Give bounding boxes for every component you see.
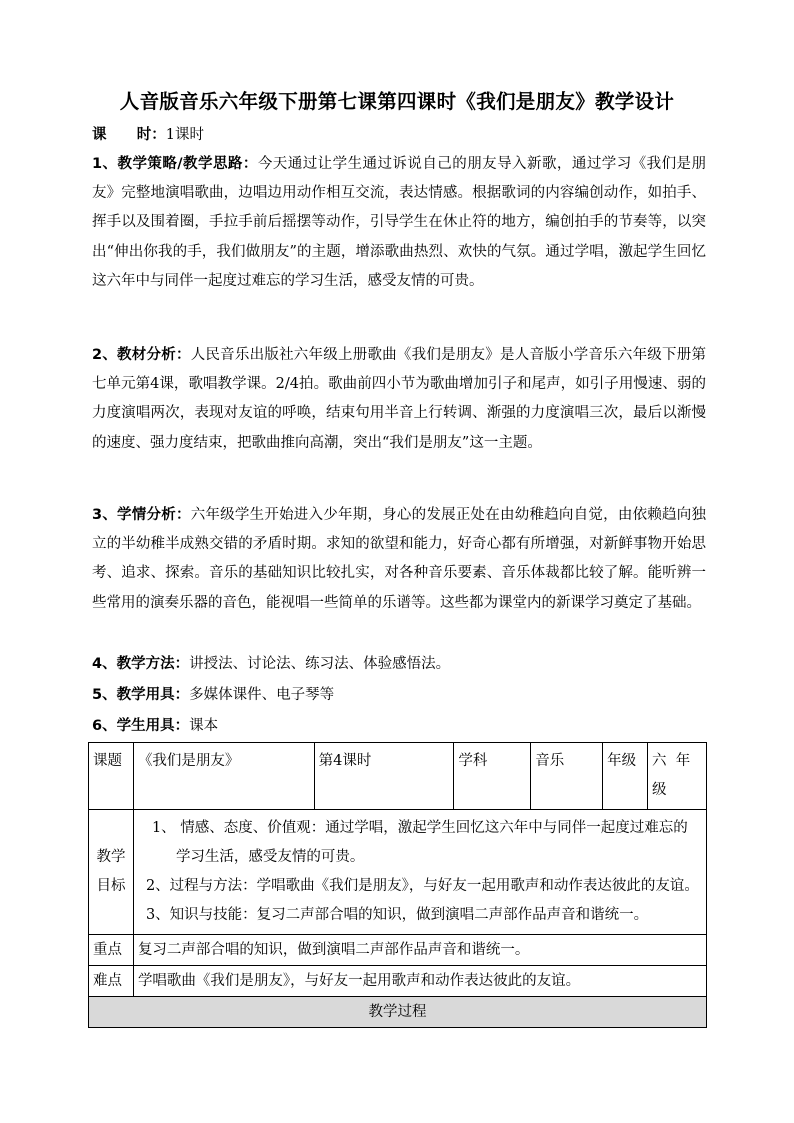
section-label: 3、学情分析： xyxy=(92,507,191,523)
section-text: 人民音乐出版社六年级上册歌曲《我们是朋友》是人音版小学音乐六年级下册第七单元第4课，歌唱教学课。2/4拍。歌曲前四小节为歌曲增加引子和尾声，如引子用慢速、弱的力度演唱两次，表现对友谊的呼唤，结束句用半音上行转调、渐强的力度演唱三次，最后以渐慢的速度、强力度结束，把歌曲推向高潮，突出“我们是朋友”这一主题。 xyxy=(92,347,707,451)
section-student-analysis xyxy=(92,501,706,618)
topic-value: 《我们是朋友》 xyxy=(133,743,314,810)
section-text: 六年级学生开始进入少年期，身心的发展正处在由幼稚趋向自觉，由依赖趋向独立的半幼稚半成熟交错的矛盾时期。求知的欲望和能力，好奇心都有所增强，对新鲜事物开始思考、追求、探索。音乐的基础知识比较扎实，对各种音乐要素、音乐体裁都比较了解。能听辨一些常用的演奏乐器的音色，能视唱一些简单的乐谱等。这些都为课堂内的新课学习奠定了基础。 xyxy=(92,507,707,611)
section-methods xyxy=(92,650,706,679)
teaching-process-header: 教学过程 xyxy=(89,997,707,1028)
table-row xyxy=(89,966,707,997)
goal-item: 3、知识与技能：复习二声部合唱的知识，做到演唱二声部作品声音和谐统一。 xyxy=(145,907,649,923)
key-point-label: 重点 xyxy=(89,935,134,966)
table-row xyxy=(89,935,707,966)
section-text: 今天通过让学生通过诉说自己的朋友导入新歌，通过学习《我们是朋友》完整地演唱歌曲，边唱边用动作相互交流，表达情感。根据歌词的内容编创动作，如拍手、挥手以及围着圈，手拉手前后摇摆等动作，引导学生在休止符的地方，编创拍手的节奏等，以突出“伸出你我的手，我们做朋友”的主题，增添歌曲热烈、欢快的气氛。通过学唱，激起学生回忆这六年中与同伴一起度过难忘的学习生活，感受友情的可贵。 xyxy=(92,156,707,289)
difficult-point-text: 学唱歌曲《我们是朋友》，与好友一起用歌声和动作表达彼此的友谊。 xyxy=(133,966,706,997)
goals-cell xyxy=(133,810,706,935)
class-hours-value: 1课时 xyxy=(165,127,205,143)
table-row xyxy=(89,810,707,935)
lesson-number: 第4课时 xyxy=(314,743,454,810)
table-row xyxy=(89,997,707,1028)
difficult-point-label: 难点 xyxy=(89,966,134,997)
section-strategy xyxy=(92,150,706,296)
table-row xyxy=(89,743,707,810)
goals-label: 教学目标 xyxy=(89,810,134,935)
section-text: 讲授法、讨论法、练习法、体验感悟法。 xyxy=(189,656,451,672)
subject-value: 音乐 xyxy=(531,743,603,810)
topic-label: 课题 xyxy=(89,743,134,810)
class-hours-line xyxy=(92,125,702,145)
key-point-text: 复习二声部合唱的知识，做到演唱二声部作品声音和谐统一。 xyxy=(133,935,706,966)
grade-value: 六 年级 xyxy=(648,743,707,810)
class-hours-label: 课 时： xyxy=(92,127,166,143)
section-label: 5、教学用具： xyxy=(92,687,190,703)
subject-label: 学科 xyxy=(454,743,531,810)
section-text: 课本 xyxy=(189,718,219,734)
goal-item: 1、 情感、态度、价值观：通过学唱，激起学生回忆这六年中与同伴一起度过难忘的学习生活，感受友情的可贵。 xyxy=(151,820,688,865)
section-label: 2、教材分析： xyxy=(92,347,191,363)
lesson-info-table xyxy=(88,742,707,1028)
document-title: 人音版音乐六年级下册第七课第四课时《我们是朋友》教学设计 xyxy=(119,90,675,113)
section-label: 1、教学策略/教学思路： xyxy=(92,156,258,172)
section-material-analysis xyxy=(92,341,706,458)
grade-label: 年级 xyxy=(603,743,648,810)
goal-item: 2、过程与方法：学唱歌曲《我们是朋友》，与好友一起用歌声和动作表达彼此的友谊。 xyxy=(145,878,699,894)
section-label: 6、学生用具： xyxy=(92,718,190,734)
section-teaching-tools xyxy=(92,681,706,710)
section-label: 4、教学方法： xyxy=(92,656,190,672)
section-text: 多媒体课件、电子琴等 xyxy=(189,687,335,703)
section-student-tools xyxy=(92,712,706,741)
